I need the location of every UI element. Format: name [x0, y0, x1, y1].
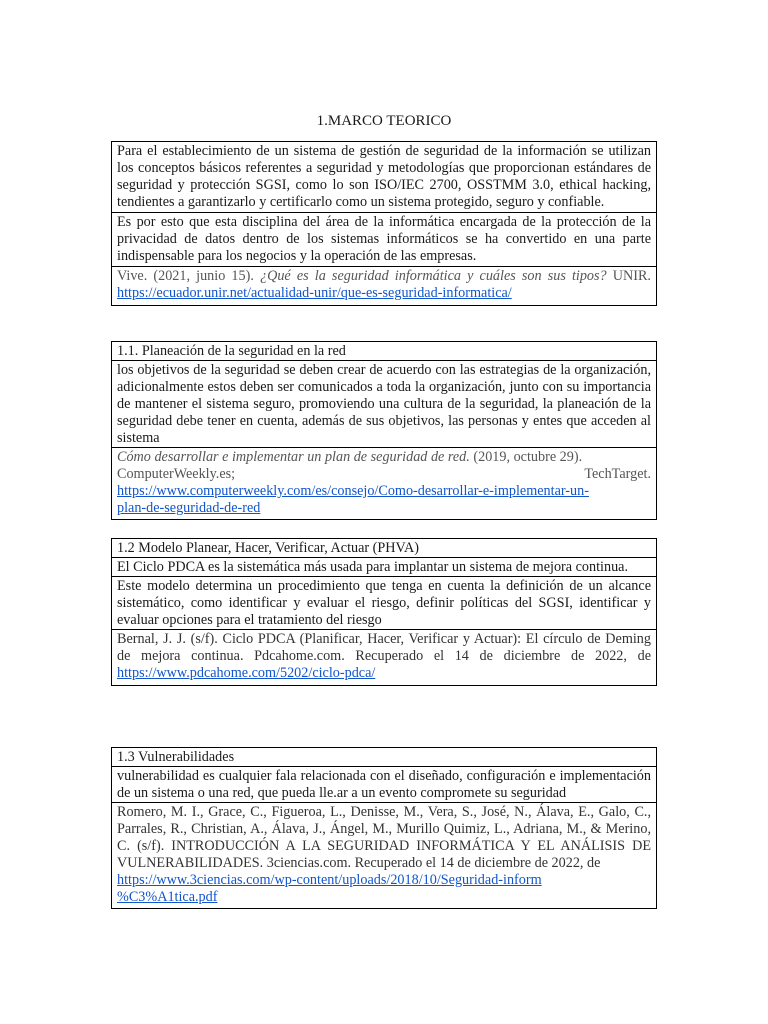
intro-paragraph: Para el establecimiento de un sistema de gestión de seguridad de la información se utilizan los conceptos básicos referentes a seguridad y metodologías que proporcionan estándares de seguridad y protección SGSI, como lo son ISO/IEC 2700, OSSTMM 3.0, ethical hacking, tendientes a garantizarlo y certificarlo como un sistema protegido, seguro y confiable. — [117, 143, 651, 210]
marco-teorico-table — [111, 141, 657, 306]
phva-paragraph: El Ciclo PDCA es la sistemática más usada para implantar un sistema de mejora continua. — [112, 557, 656, 576]
ref-source: UNIR. — [606, 268, 651, 284]
ref-publisher: ComputerWeekly.es; — [117, 466, 236, 482]
ref-link-line-1[interactable]: https://www.3ciencias.com/wp-content/uploads/2018/10/Seguridad-inform — [117, 872, 542, 888]
ref-publisher-2: TechTarget. — [584, 466, 651, 482]
ref-link-line-2[interactable]: %C3%A1tica.pdf — [117, 889, 218, 905]
section-heading: 1.3 Vulnerabilidades — [117, 749, 235, 765]
ref-text: Romero, M. I., Grace, C., Figueroa, L., Denisse, M., Vera, S., José, N., Álava, E., Galo, C., Parrales, R., Christian, A., Álava, J., Ángel, M., Murillo Quimiz, L., Adriana, M., & Merino, C. (s/f). INTRODUCCIÓN A LA SEGURIDAD INFORMÁTICA Y EL ANÁLISIS DE VULNERABILIDADES. 3ciencias.com. Recuperado el 14 de diciembre de 2022, de — [117, 804, 651, 871]
phva-paragraph-2: Este modelo determina un procedimiento que tenga en cuenta la definición de un alcance sistemático, como identificar y evaluar el riesgo, definir políticas del SGSI, identificar y evaluar opciones para el tratamiento del riesgo — [112, 576, 656, 629]
reference-romero — [112, 802, 656, 908]
ref-link[interactable]: https://ecuador.unir.net/actualidad-unir/que-es-seguridad-informatica/ — [117, 285, 512, 301]
ref-link-line-2[interactable]: plan-de-seguridad-de-red — [117, 500, 261, 516]
ref-title: ¿Qué es la seguridad informática y cuáles son sus tipos? — [260, 268, 607, 284]
vulnerabilidades-table — [111, 747, 657, 909]
section-heading: 1.2 Modelo Planear, Hacer, Verificar, Actuar (PHVA) — [117, 540, 419, 556]
reference-bernal — [112, 629, 656, 685]
ref-title: Cómo desarrollar e implementar un plan de seguridad de red. — [117, 449, 470, 465]
phva-table — [111, 538, 657, 686]
ref-link-line-1[interactable]: https://www.computerweekly.com/es/consejo/Como-desarrollar-e-implementar-un- — [117, 483, 589, 499]
reference-computerweekly — [112, 447, 656, 519]
ref-author: Vive. (2021, junio 15). — [117, 268, 260, 284]
ref-text: Bernal, J. J. (s/f). Ciclo PDCA (Planificar, Hacer, Verificar y Actuar): El círculo de Deming de mejora continua. Pdcahome.com. Recuperado el 14 de diciembre de 2022, de — [117, 631, 651, 664]
planeacion-body: los objetivos de la seguridad se deben crear de acuerdo con las estrategias de la organización, adicionalmente estos deben ser comunicados a toda la organización, junto con su importancia de mantener el sistema seguro, promoviendo una cultura de la seguridad, la planeación de la seguridad debe tener en cuenta, además de sus objetivos, las personas y entes que acceden al sistema — [112, 360, 656, 447]
vulnerabilidades-body: vulnerabilidad es cualquier fala relacionada con el diseñado, configuración e implementación de un sistema o una red, que pueda lle.ar a un evento compromete su seguridad — [112, 766, 656, 802]
ref-link[interactable]: https://www.pdcahome.com/5202/ciclo-pdca/ — [117, 665, 376, 681]
ref-date: (2019, octubre 29). — [469, 449, 583, 465]
document-title: 1.MARCO TEORICO — [316, 113, 452, 129]
planeacion-table — [111, 341, 657, 520]
section-heading: 1.1. Planeación de la seguridad en la red — [117, 343, 346, 359]
reference-vive — [112, 266, 656, 305]
intro-paragraph-2: Es por esto que esta disciplina del área de la informática encargada de la protección de la privacidad de datos dentro de los sistemas informáticos se ha convertido en una parte indispensable para los negocios y la operación de las empresas. — [112, 212, 656, 266]
